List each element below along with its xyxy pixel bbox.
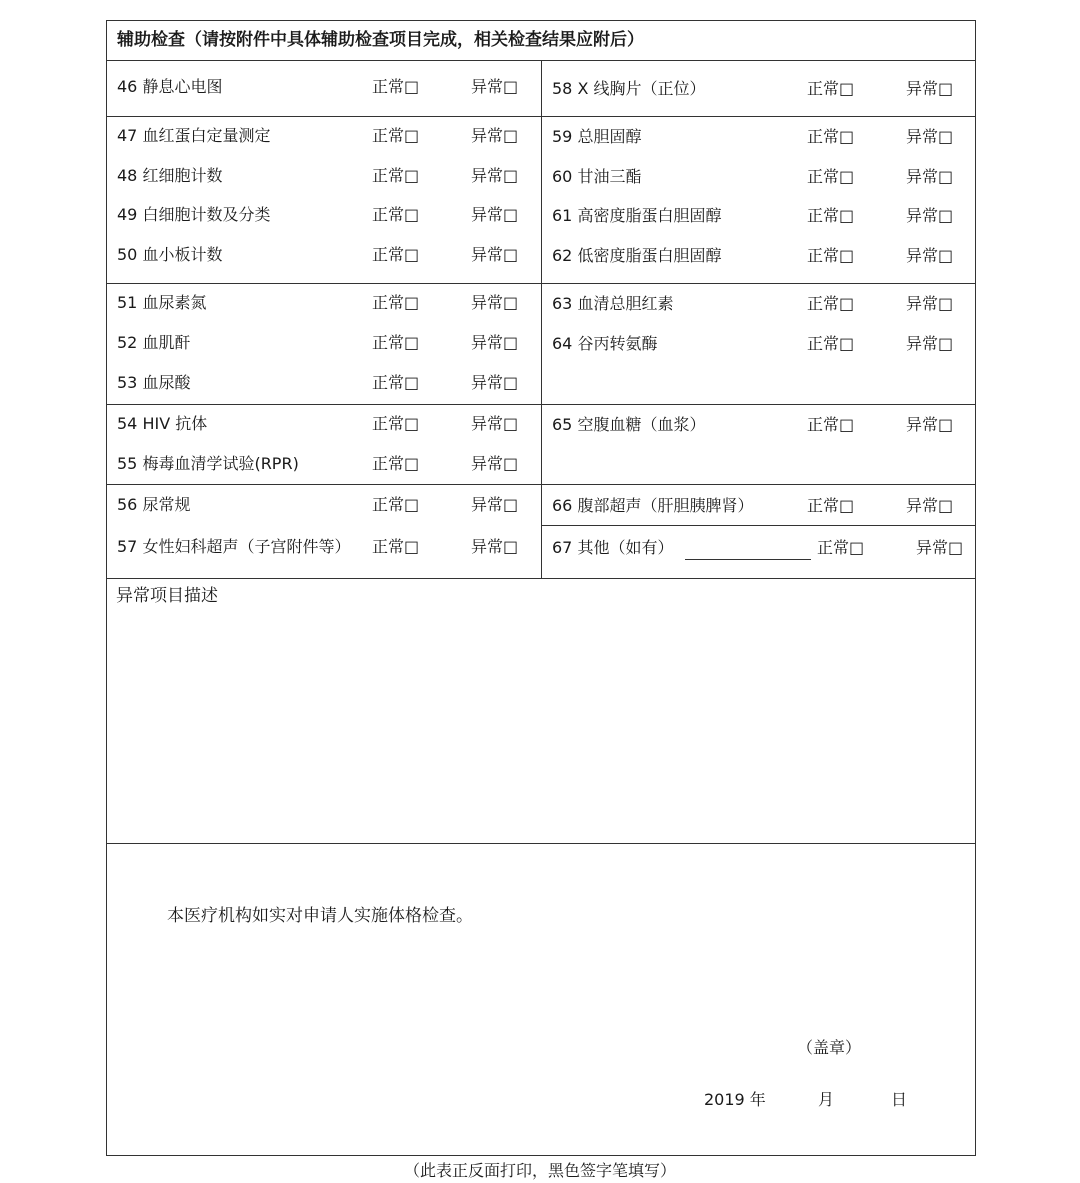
exam-item-64: 64 谷丙转氨酶 正常□ 异常□ [552,332,972,356]
abnormal-checkbox[interactable]: 异常□ [471,245,519,264]
divider [107,283,975,284]
abnormal-checkbox[interactable]: 异常□ [906,167,954,186]
normal-checkbox[interactable]: 正常□ [372,205,420,224]
normal-checkbox[interactable]: 正常□ [807,334,855,353]
exam-item-52: 52 血肌酐 正常□ 异常□ [117,331,537,355]
divider [541,525,975,526]
abnormal-checkbox[interactable]: 异常□ [906,415,954,434]
normal-checkbox[interactable]: 正常□ [372,373,420,392]
normal-checkbox[interactable]: 正常□ [372,77,420,96]
column-divider [541,61,542,578]
abnormal-checkbox[interactable]: 异常□ [916,538,964,557]
abnormal-checkbox[interactable]: 异常□ [471,293,519,312]
exam-item-48: 48 红细胞计数 正常□ 异常□ [117,164,537,188]
exam-item-46: 46 静息心电图 正常□ 异常□ [117,75,537,99]
exam-item-60: 60 甘油三酯 正常□ 异常□ [552,165,972,189]
exam-item-61: 61 高密度脂蛋白胆固醇 正常□ 异常□ [552,204,972,228]
normal-checkbox[interactable]: 正常□ [807,294,855,313]
normal-checkbox[interactable]: 正常□ [372,245,420,264]
divider [107,843,975,844]
exam-item-57: 57 女性妇科超声（子宫附件等） 正常□ 异常□ [117,535,537,559]
abnormal-checkbox[interactable]: 异常□ [906,206,954,225]
date-month: 月 [818,1090,835,1109]
exam-form [106,20,976,1156]
normal-checkbox[interactable]: 正常□ [372,454,420,473]
abnormal-checkbox[interactable]: 异常□ [471,454,519,473]
abnormal-checkbox[interactable]: 异常□ [471,166,519,185]
normal-checkbox[interactable]: 正常□ [807,415,855,434]
normal-checkbox[interactable]: 正常□ [372,333,420,352]
divider [107,484,975,485]
exam-item-59: 59 总胆固醇 正常□ 异常□ [552,125,972,149]
abnormal-checkbox[interactable]: 异常□ [471,537,519,556]
abnormal-checkbox[interactable]: 异常□ [471,126,519,145]
normal-checkbox[interactable]: 正常□ [372,293,420,312]
abnormal-checkbox[interactable]: 异常□ [471,495,519,514]
normal-checkbox[interactable]: 正常□ [807,496,855,515]
exam-item-51: 51 血尿素氮 正常□ 异常□ [117,291,537,315]
abnormal-checkbox[interactable]: 异常□ [906,79,954,98]
normal-checkbox[interactable]: 正常□ [807,127,855,146]
divider [107,116,975,117]
normal-checkbox[interactable]: 正常□ [817,538,865,557]
normal-checkbox[interactable]: 正常□ [807,167,855,186]
exam-item-47: 47 血红蛋白定量测定 正常□ 异常□ [117,124,537,148]
abnormal-checkbox[interactable]: 异常□ [471,373,519,392]
exam-item-63: 63 血清总胆红素 正常□ 异常□ [552,292,972,316]
abnormal-checkbox[interactable]: 异常□ [906,496,954,515]
abnormal-checkbox[interactable]: 异常□ [471,333,519,352]
abnormal-checkbox[interactable]: 异常□ [471,205,519,224]
exam-item-65: 65 空腹血糖（血浆） 正常□ 异常□ [552,413,972,437]
normal-checkbox[interactable]: 正常□ [372,495,420,514]
exam-item-58: 58 X 线胸片（正位） 正常□ 异常□ [552,77,972,101]
abnormal-checkbox[interactable]: 异常□ [471,414,519,433]
abnormal-checkbox[interactable]: 异常□ [471,77,519,96]
abnormal-checkbox[interactable]: 异常□ [906,294,954,313]
abnormal-checkbox[interactable]: 异常□ [906,334,954,353]
exam-item-67: 67 其他（如有） 正常□ 异常□ [552,536,972,560]
exam-item-55: 55 梅毒血清学试验(RPR) 正常□ 异常□ [117,452,537,476]
divider [107,404,975,405]
date-day: 日 [891,1090,908,1109]
abnormal-checkbox[interactable]: 异常□ [906,127,954,146]
exam-item-54: 54 HIV 抗体 正常□ 异常□ [117,412,537,436]
date-year: 2019 年 [704,1090,766,1109]
abnormal-checkbox[interactable]: 异常□ [906,246,954,265]
exam-item-49: 49 白细胞计数及分类 正常□ 异常□ [117,203,537,227]
exam-item-53: 53 血尿酸 正常□ 异常□ [117,371,537,395]
abnormal-description-label: 异常项目描述 [116,586,218,606]
normal-checkbox[interactable]: 正常□ [372,414,420,433]
other-blank-field[interactable] [685,541,811,560]
normal-checkbox[interactable]: 正常□ [372,537,420,556]
exam-item-56: 56 尿常规 正常□ 异常□ [117,493,537,517]
divider [107,578,975,579]
section-header: 辅助检查（请按附件中具体辅助检查项目完成，相关检查结果应附后） [107,21,975,61]
footer-note: （此表正反面打印，黑色签字笔填写） [403,1161,676,1180]
exam-item-50: 50 血小板计数 正常□ 异常□ [117,243,537,267]
normal-checkbox[interactable]: 正常□ [807,206,855,225]
seal-label: （盖章） [797,1038,862,1057]
normal-checkbox[interactable]: 正常□ [372,166,420,185]
exam-item-62: 62 低密度脂蛋白胆固醇 正常□ 异常□ [552,244,972,268]
certification-statement: 本医疗机构如实对申请人实施体格检查。 [167,906,473,926]
exam-item-66: 66 腹部超声（肝胆胰脾肾） 正常□ 异常□ [552,494,972,518]
normal-checkbox[interactable]: 正常□ [807,246,855,265]
normal-checkbox[interactable]: 正常□ [807,79,855,98]
normal-checkbox[interactable]: 正常□ [372,126,420,145]
